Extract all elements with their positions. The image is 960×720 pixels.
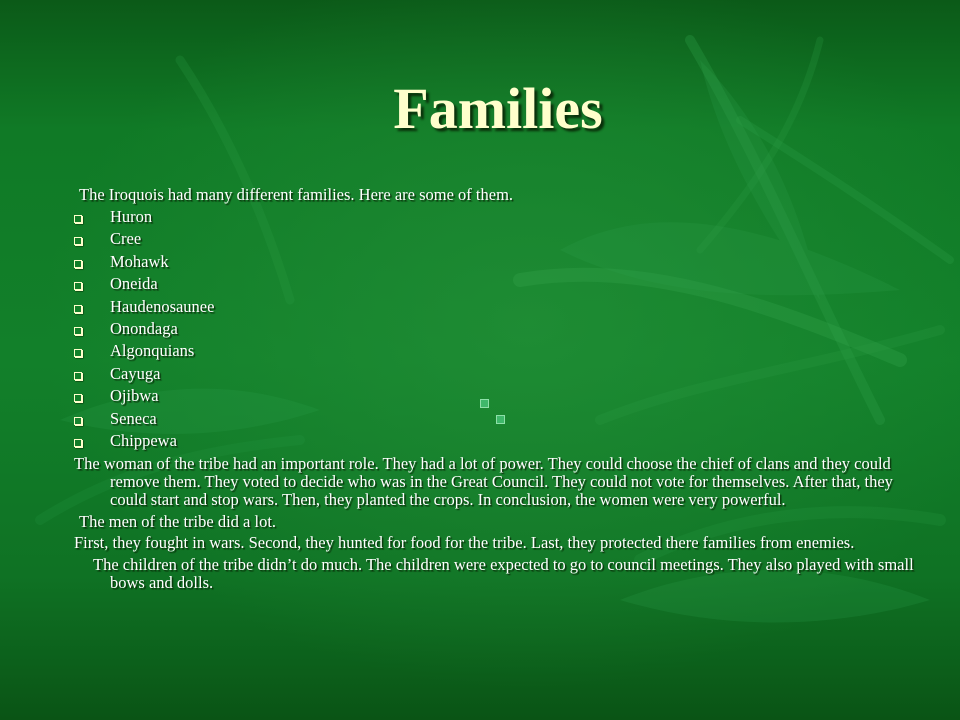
hollow-square-bullet-icon xyxy=(74,439,82,447)
hollow-square-bullet-icon xyxy=(74,349,82,357)
hollow-square-bullet-icon xyxy=(74,215,82,223)
hollow-square-bullet-icon xyxy=(74,417,82,425)
hollow-square-bullet-icon xyxy=(74,394,82,402)
hollow-square-bullet-icon xyxy=(74,305,82,313)
list-item: Onondaga xyxy=(74,320,924,342)
list-item: Algonquians xyxy=(74,342,924,364)
list-item: Oneida xyxy=(74,275,924,297)
list-item: Mohawk xyxy=(74,253,924,275)
children-paragraph: The children of the tribe didn’t do much. The children were expected to go to council meetings. They also played with small bows and dolls. xyxy=(93,555,914,593)
families-list xyxy=(74,208,924,454)
list-item: Ojibwa xyxy=(74,387,924,409)
women-paragraph: The woman of the tribe had an important role. They had a lot of power. They could choose the chief of clans and they could remove them. They voted to decide who was in the Great Council. They could not vote for themselves. After that, they could start and stop wars. Then, they planted the crops. In conclusion, the women were very powerful. xyxy=(74,454,893,510)
list-item: Chippewa xyxy=(74,432,924,454)
hollow-square-bullet-icon xyxy=(74,327,82,335)
slide-body xyxy=(74,186,924,592)
men-intro: The men of the tribe did a lot. xyxy=(79,512,277,532)
hollow-square-bullet-icon xyxy=(74,237,82,245)
hollow-square-bullet-icon xyxy=(74,372,82,380)
list-item: Seneca xyxy=(74,410,924,432)
list-item: Cayuga xyxy=(74,365,924,387)
list-item: Huron xyxy=(74,208,924,230)
intro-text: The Iroquois had many different families. Here are some of them. xyxy=(79,185,514,204)
hollow-square-bullet-icon xyxy=(74,282,82,290)
list-item: Cree xyxy=(74,230,924,252)
hollow-square-bullet-icon xyxy=(74,260,82,268)
slide-title: Families xyxy=(393,76,603,141)
men-paragraph: First, they fought in wars. Second, they hunted for food for the tribe. Last, they protected there families from enemies. xyxy=(74,533,855,553)
list-item: Haudenosaunee xyxy=(74,298,924,320)
